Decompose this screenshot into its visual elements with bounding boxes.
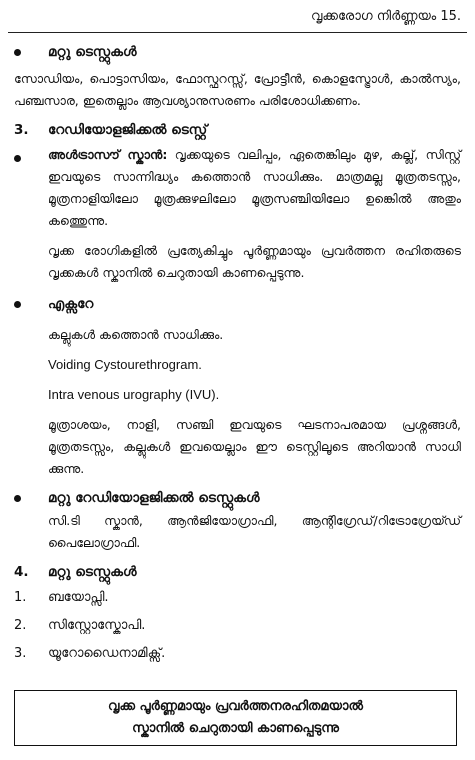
page-body [0, 38, 475, 664]
other-radiology-heading: മറ്റു റേഡിയോളജിക്കൽ ടെസ്റ്റുകൾ [0, 488, 475, 508]
other-tests-paragraph: സോഡിയം, പൊട്ടാസിയം, ഫോസ്ഫറസ്സ്, പ്രോട്ടീൻ, കൊളസ്ട്രോൾ, കാൽസ്യം, പഞ്ചസാര, ഇതെല്ലാം ആവശ്യാനുസരണം പരിശോധിക്കണം. [14, 71, 461, 108]
ultrasound-paragraph-2: വൃക്ക രോഗികളിൽ പ്രത്യേകിച്ചും പൂർണ്ണമായും പ്രവർത്തന രഹിതരുടെ വൃക്കകൾ സ്കാനിൽ ചെറുതായി കാണപ്പെടുന്നു. [48, 243, 461, 280]
xray-heading: എക്സറേ [0, 294, 475, 314]
ultrasound-paragraph: അൾട്രാസൗ് സ്കാൻ: വൃക്കയുടെ വലിപ്പം, ഏതെങ്കിലും മുഴ, കല്ല്, സിസ്റ്റ് ഇവയുടെ സാന്നിദ്ധ്യം കത്തൊൻ സാധിക്കും. മാത്രമല്ല മൂത്രതടസ്സം, മൂത്രനാളിയിലോ മൂത്രക്കുഴലിലോ മൂത്രസഞ്ചിയിലോ ഉങ്കെിൽ അതും കത്തെുന്നു. [48, 147, 461, 228]
intra-venous-urography: Intra venous urography (IVU). [48, 387, 220, 402]
callout-box [14, 690, 457, 746]
list-item: 1. ബയോപ്സി. [14, 590, 109, 605]
other-tests-heading: മറ്റു ടെസ്റ്റുകൾ [0, 42, 475, 62]
section-number: 4. [14, 564, 29, 580]
section-4-heading: 4. മറ്റു ടെസ്റ്റുകൾ [14, 564, 137, 580]
ultrasound-label: അൾട്രാസൗ് സ്കാൻ: [48, 147, 168, 162]
ivu-paragraph: മൂത്രാശയം, നാളി, സഞ്ചി ഇവയുടെ ഘടനാപരമായ പ്രശ്നങ്ങൾ, മൂത്രതടസ്സം, കല്ലുകൾ ഇവയെല്ലാം ഈ ടെസ്റ്റിലൂടെ അറിയാൻ സാധി ക്കുന്നു. [48, 417, 461, 476]
radiology-heading: 3. റേഡിയോളജിക്കൽ ടെസ്റ്റ് [14, 122, 208, 138]
voiding-cystourethrogram: Voiding Cystourethrogram. [48, 357, 202, 372]
list-item: 2. സിസ്റ്റോസ്കോപി. [14, 618, 146, 633]
bullet-icon [14, 495, 21, 502]
list-item: 3. യൂറോഡൈനാമിക്സ്. [14, 646, 166, 661]
callout-line-1: വൃക്ക പൂർണ്ണമായും പ്രവർത്തനരഹിതമയാൽ [108, 699, 363, 714]
xray-paragraph: കല്ലുകൾ കത്തൊൻ സാധിക്കും. [48, 327, 224, 342]
section-number: 3. [14, 122, 29, 138]
header-rule [8, 32, 467, 33]
running-head: വൃക്കരോഗ നിർണ്ണയം 15. [311, 9, 461, 24]
bullet-icon [14, 301, 21, 308]
bullet-icon [14, 49, 21, 56]
callout-line-2: സ്കാനിൽ ചെറുതായി കാണപ്പെടുന്നു [132, 721, 339, 736]
other-radiology-paragraph: സി.ടി സ്കാൻ, ആൻജിയോഗ്രാഫി, ആന്റിഗ്രേഡ്/റിട്രോഗ്രേയ്ഡ് പൈലോഗ്രാഫി. [48, 513, 461, 550]
page-header [0, 0, 475, 34]
ultrasound-block [0, 144, 475, 232]
bullet-icon [14, 155, 21, 162]
